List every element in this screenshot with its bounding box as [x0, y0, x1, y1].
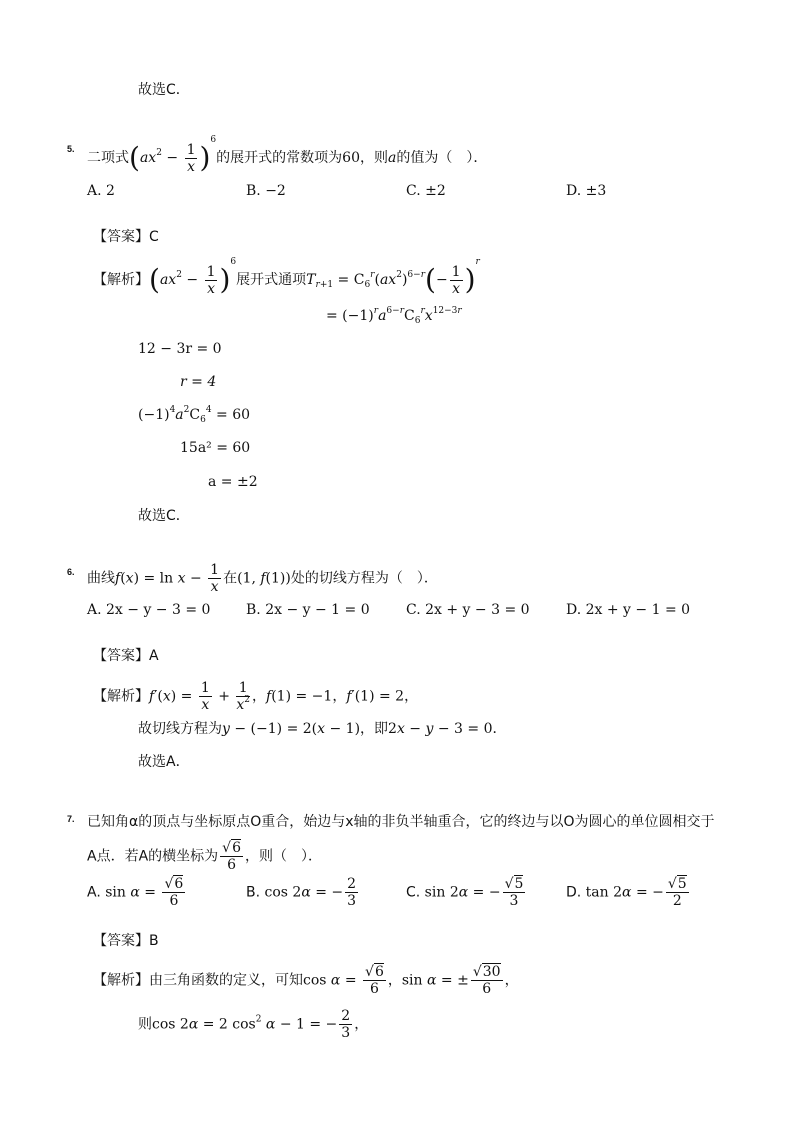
option-d[interactable]: D. 2x + y − 1 = 0 [566, 602, 691, 618]
analysis-line: 【解析】f′(x) = $\frac{1}{x}$ + $\frac{1}{x^2}$ ，f(1) = −1，f′(1) = 2， [93, 680, 419, 713]
option-a[interactable]: A. sin α = $\frac{√6}{6}$ [87, 876, 184, 909]
analysis-line: 【解析】由三角函数的定义，可知cos α = $\frac{√6}{6}$ ，sin α = ± $\frac{√30}{6}$ ， [93, 964, 519, 997]
question-number: 7. [67, 814, 75, 824]
question-7-stem-line-1: 已知角α的顶点与坐标原点O重合，始边与x轴的非负半轴重合，它的终边与以O为圆心的单位圆相交于 [87, 814, 715, 830]
option-a[interactable]: A. 2x − y − 3 = 0 [87, 602, 211, 618]
answer-line: 【答案】C [93, 229, 159, 245]
previous-conclusion: 故选C． [138, 82, 190, 98]
question-6-stem: 曲线f(x) = ln x − $\frac{1}{x}$ 在(1, f(1))处的切线方程为（ ）． [87, 562, 438, 595]
question-5-stem: 二项式($ax^2$ − $\frac{1}{x}$ )$^6$的展开式的常数项为60，则a的值为（ ）． [87, 135, 488, 175]
step-2: r = 4 [180, 374, 217, 390]
analysis-line-2: 则cos 2α = 2 $\cos^2 \alpha - 1$ = − $\frac{2}{3}$ ， [138, 1008, 369, 1041]
option-b[interactable]: B. −2 [246, 183, 286, 199]
question-7-stem-line-2: A点．若A的横坐标为 $\frac{√6}{6}$ ，则（ ）． [87, 840, 322, 873]
option-c[interactable]: C. 2x + y − 3 = 0 [406, 602, 530, 618]
conclusion: 故选C． [138, 508, 190, 524]
option-c[interactable]: C. sin 2α = − $\frac{√5}{3}$ [406, 876, 524, 909]
analysis-line-2: 故切线方程为y − (−1) = 2(x − 1)，即2x − y − 3 = 0． [138, 721, 507, 737]
option-b[interactable]: B. cos 2α = − $\frac{2}{3}$ [246, 876, 357, 909]
question-number: 5. [67, 144, 75, 154]
step-1: 12 − 3r = 0 [138, 341, 222, 357]
analysis-continuation: = $(-1)^ra^{6-r}C_6^rx^{12-3r}$ [326, 306, 462, 326]
step-5: a = ±2 [208, 474, 258, 490]
option-a[interactable]: A. 2 [87, 183, 115, 199]
option-c[interactable]: C. ±2 [406, 183, 446, 199]
step-4: 15a² = 60 [180, 440, 251, 456]
step-3: $(-1)^4a^2C_6^4 = 60$ [138, 405, 251, 425]
option-b[interactable]: B. 2x − y − 1 = 0 [246, 602, 370, 618]
question-number: 6. [67, 567, 75, 577]
answer-line: 【答案】B [93, 933, 159, 949]
option-d[interactable]: D. tan 2α = − $\frac{√5}{2}$ [566, 876, 687, 909]
analysis-line: 【解析】($ax^2$ − $\frac{1}{x}$ )$^6$展开式通项$T_{r+1} = C_6^r(ax^2)^{6-r}(-$ $\frac{1}{x}$ )$^r$ [93, 257, 480, 297]
conclusion: 故选A． [138, 754, 190, 770]
option-d[interactable]: D. ±3 [566, 183, 607, 199]
answer-line: 【答案】A [93, 648, 159, 664]
